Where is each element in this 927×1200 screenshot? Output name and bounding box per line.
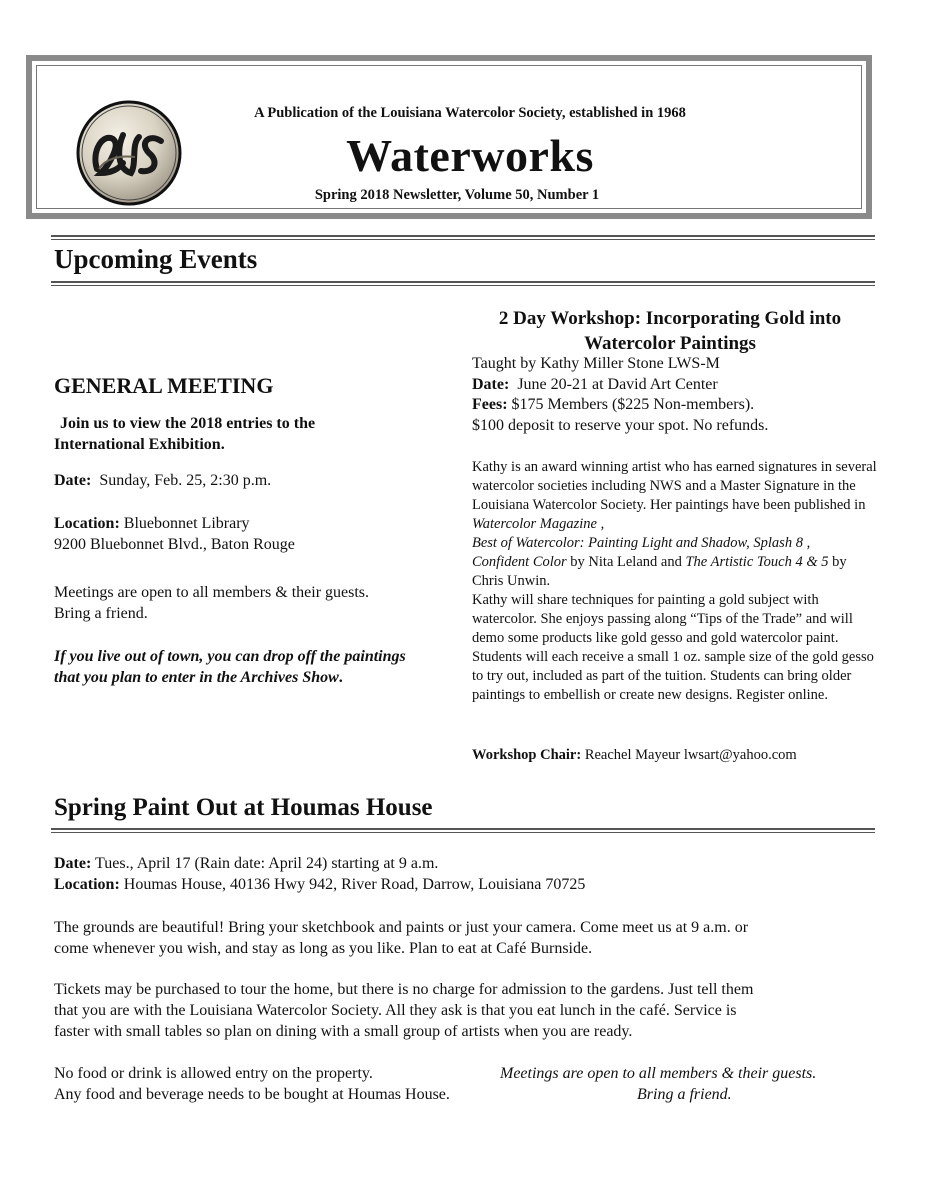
paint-out-details bbox=[54, 853, 585, 895]
paint-out-date-label: Date: bbox=[54, 855, 92, 872]
paragraph-1-line-2: come whenever you wish, and stay as long as you like. Plan to eat at Café Burnside. bbox=[54, 940, 593, 957]
intro-line-1: Join us to view the 2018 entries to the bbox=[60, 415, 316, 432]
workshop-fees-value: $175 Members ($225 Non-members). bbox=[511, 396, 755, 413]
guests-line-2: Bring a friend. bbox=[637, 1086, 732, 1103]
general-meeting-date bbox=[54, 470, 271, 491]
volume-line: Spring 2018 Newsletter, Volume 50, Number 1 bbox=[314, 187, 600, 203]
workshop-instructor: Taught by Kathy Miller Stone LWS-M bbox=[472, 355, 720, 372]
workshop-bio bbox=[472, 458, 877, 705]
location-value: Bluebonnet Library bbox=[123, 515, 250, 532]
upcoming-events-heading: Upcoming Events bbox=[54, 244, 258, 274]
workshop-details bbox=[472, 354, 768, 436]
date-label: Date: bbox=[54, 472, 92, 489]
location-address: 9200 Bluebonnet Blvd., Baton Rouge bbox=[54, 536, 295, 553]
general-meeting-intro bbox=[54, 413, 457, 455]
section-rule-top bbox=[51, 235, 875, 240]
guests-line-1: Meetings are open to all members & their guests. bbox=[500, 1065, 817, 1082]
location-label: Location: bbox=[54, 515, 120, 532]
paint-out-date-value: Tues., April 17 (Rain date: April 24) starting at 9 a.m. bbox=[95, 855, 439, 872]
paragraph-2-line-1: Tickets may be purchased to tour the home, but there is no charge for admission to the gardens. Just tell them bbox=[54, 981, 754, 998]
general-meeting-location bbox=[54, 513, 295, 555]
paragraph-1-line-1: The grounds are beautiful! Bring your sketchbook and paints or just your camera. Come meet us at 9 a.m. or bbox=[54, 919, 749, 936]
workshop-deposit: $100 deposit to reserve your spot. No refunds. bbox=[472, 416, 769, 434]
paint-out-rule bbox=[51, 828, 875, 833]
workshop-fees-label: Fees: bbox=[472, 396, 508, 413]
workshop-date-label: Date: bbox=[472, 375, 510, 393]
paint-out-food-note bbox=[54, 1063, 450, 1105]
bio-text-2: by Nita Leland and bbox=[566, 554, 686, 570]
paint-out-location-value: Houmas House, 40136 Hwy 942, River Road, Darrow, Louisiana 70725 bbox=[123, 876, 586, 893]
out-of-town-period: . bbox=[338, 669, 343, 686]
out-of-town-line-2: that you plan to enter in the Archives Show bbox=[54, 669, 339, 686]
paint-out-paragraph-2 bbox=[54, 979, 753, 1042]
publication-1: Watercolor Magazine , bbox=[472, 516, 605, 532]
workshop-chair-value: Reachel Mayeur lwsart@yahoo.com bbox=[584, 747, 797, 763]
general-meeting-heading: GENERAL MEETING bbox=[54, 373, 274, 398]
publication-4: The Artistic Touch 4 & 5 bbox=[685, 554, 829, 570]
paragraph-2-line-2: that you are with the Louisiana Watercolor Society. All they ask is that you eat lunch in the café. Service is bbox=[54, 1002, 737, 1019]
intro-line-2: International Exhibition. bbox=[54, 436, 225, 453]
paint-out-guests-note bbox=[500, 1063, 816, 1105]
masthead bbox=[26, 55, 872, 219]
out-of-town-line-1: If you live out of town, you can drop off the paintings bbox=[54, 648, 406, 665]
workshop-title bbox=[472, 306, 868, 356]
bio-text-1: Kathy is an award winning artist who has earned signatures in several watercolor societies including NWS and a Master Signature in the Louisiana Watercolor Society. Her paintings have been published in bbox=[472, 459, 877, 513]
date-value: Sunday, Feb. 25, 2:30 p.m. bbox=[99, 472, 272, 489]
workshop-chair-label: Workshop Chair: bbox=[472, 747, 582, 763]
general-meeting-open-note bbox=[54, 582, 369, 624]
workshop-title-line-1: 2 Day Workshop: Incorporating Gold into bbox=[498, 308, 842, 329]
paragraph-2-line-3: faster with small tables so plan on dining with a small group of artists when you are ready. bbox=[54, 1023, 633, 1040]
general-meeting-out-of-town bbox=[54, 646, 406, 688]
publication-line: A Publication of the Louisiana Watercolor Society, established in 1968 bbox=[254, 105, 686, 121]
food-line-1: No food or drink is allowed entry on the property. bbox=[54, 1065, 373, 1082]
publication-2: Best of Watercolor: Painting Light and Shadow, Splash 8 , bbox=[472, 535, 811, 551]
paint-out-paragraph-1 bbox=[54, 917, 748, 959]
open-line-2: Bring a friend. bbox=[54, 605, 148, 622]
workshop-chair bbox=[472, 745, 797, 766]
workshop-title-line-2: Watercolor Paintings bbox=[584, 333, 756, 354]
workshop-techniques: Kathy will share techniques for painting a gold subject with watercolor. She enjoys passing along “Tips of the Trade” and will demo some products like gold gesso and gold watercolor paint. Students will each receive a small 1 oz. sample size of the gold gesso to try out, included as part of the tuition. Students can bring older paintings to embellish or create new designs. Register online. bbox=[472, 592, 874, 703]
bio-text-3: by Chris Unwin. bbox=[472, 554, 847, 589]
paint-out-location-label: Location: bbox=[54, 876, 120, 893]
publication-3: Confident Color bbox=[472, 554, 567, 570]
section-rule-bottom bbox=[51, 281, 875, 286]
workshop-date-value: June 20-21 at David Art Center bbox=[517, 375, 718, 393]
paint-out-heading: Spring Paint Out at Houmas House bbox=[54, 794, 433, 821]
food-line-2: Any food and beverage needs to be bought at Houmas House. bbox=[54, 1086, 450, 1103]
open-line-1: Meetings are open to all members & their guests. bbox=[54, 584, 370, 601]
newsletter-title: Waterworks bbox=[346, 130, 594, 181]
